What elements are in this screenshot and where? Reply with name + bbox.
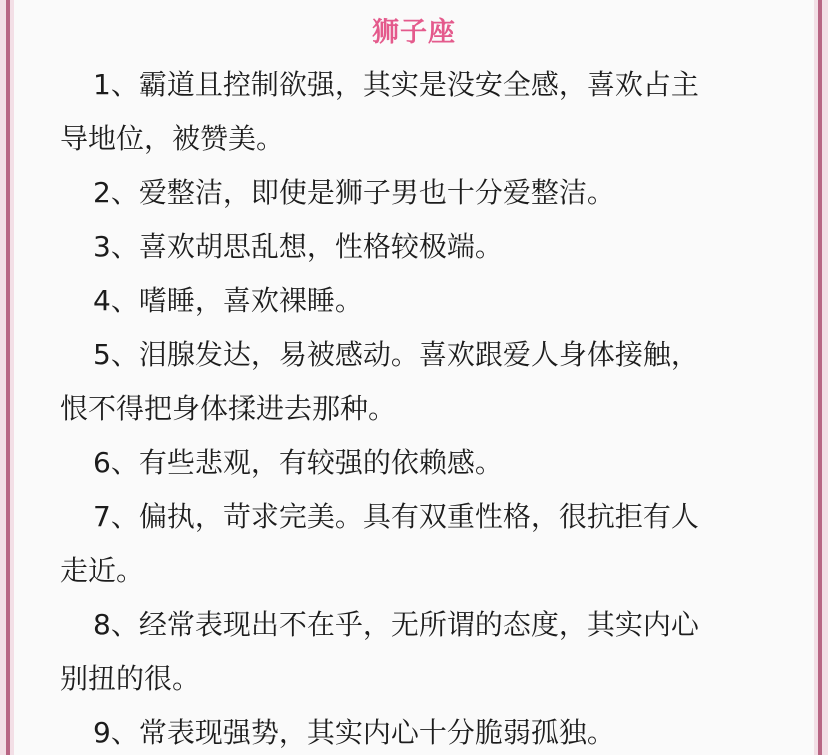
list-item-text: 3、喜欢胡思乱想，性格较极端。 xyxy=(93,230,503,263)
trait-list xyxy=(14,58,814,755)
list-item xyxy=(14,706,814,755)
list-item xyxy=(14,436,814,490)
content-panel xyxy=(14,0,814,755)
page-title: 狮子座 xyxy=(372,17,456,48)
list-item xyxy=(14,166,814,220)
list-item xyxy=(14,58,814,166)
list-item-text-continued: 导地位，被赞美。 xyxy=(60,122,285,155)
list-item-text-continued: 走近。 xyxy=(60,554,145,587)
list-item-text: 4、嗜睡，喜欢裸睡。 xyxy=(93,284,363,317)
list-item-text: 2、爱整洁，即使是狮子男也十分爱整洁。 xyxy=(93,176,615,209)
list-item-text: 9、常表现强势，其实内心十分脆弱孤独。 xyxy=(93,716,615,749)
list-item xyxy=(14,490,814,598)
list-item-text-continued: 别扭的很。 xyxy=(60,662,201,695)
list-item-text: 5、泪腺发达，易被感动。喜欢跟爱人身体接触， xyxy=(93,338,699,371)
list-item-text: 6、有些悲观，有较强的依赖感。 xyxy=(93,446,503,479)
list-item xyxy=(14,274,814,328)
right-border-stripe xyxy=(818,0,822,755)
list-item-text: 7、偏执，苛求完美。具有双重性格，很抗拒有人 xyxy=(93,500,699,533)
list-item-text-continued: 恨不得把身体揉进去那种。 xyxy=(60,392,397,425)
list-item-text: 1、霸道且控制欲强，其实是没安全感，喜欢占主 xyxy=(93,68,699,101)
list-item-text: 8、经常表现出不在乎，无所谓的态度，其实内心 xyxy=(93,608,699,641)
list-item xyxy=(14,220,814,274)
list-item xyxy=(14,328,814,436)
list-item xyxy=(14,598,814,706)
left-border-stripe xyxy=(6,0,10,755)
